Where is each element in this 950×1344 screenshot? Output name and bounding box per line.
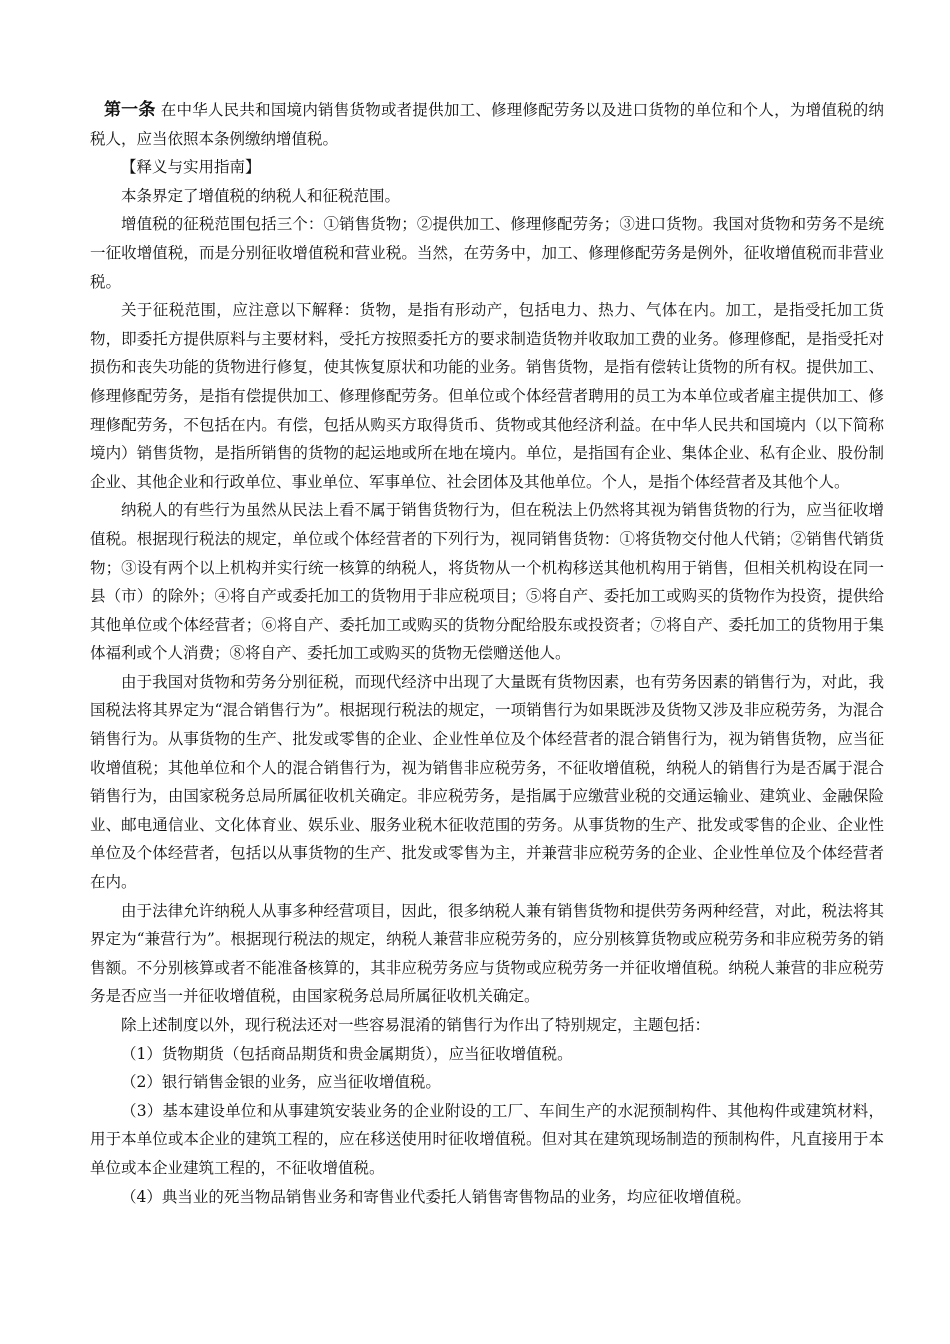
paragraph-special-rules-intro: 除上述制度以外，现行税法还对一些容易混淆的销售行为作出了特别规定，主题包括：: [121, 1016, 711, 1034]
paragraph-concurrent-operations: 由于法律允许纳税人从事多种经营项目，因此，很多纳税人兼有销售货物和提供劳务两种经营，对此，税法将其界定为“兼营行为”。根据现行税法的规定，纳税人兼营非应税劳务的，应分别核算货物或应税劳务和非应税劳务的销售额。不分别核算或者不能准备核算的，其非应税劳务应与货物或应税劳务一并征收增值税。纳税人兼营的非应税劳务是否应当一并征收增值税，由国家税务总局所属征收机关确定。: [90, 901, 884, 1006]
paragraph-tax-range: 增值税的征税范围包括三个：①销售货物；②提供加工、修理修配劳务；③进口货物。我国对货物和劳务不是统一征收增值税，而是分别征收增值税和营业税。当然，在劳务中，加工、修理修配劳务是例外，征收增值税而非营业税。: [90, 215, 884, 291]
article-paragraph: [90, 96, 884, 153]
paragraph-definitions: 关于征税范围，应注意以下解释：货物，是指有形动产，包括电力、热力、气体在内。加工，是指受托加工货物，即委托方提供原料与主要材料，受托方按照委托方的要求制造货物并收取加工费的业务。修理修配，是指受托对损伤和丧失功能的货物进行修复，使其恢复原状和功能的业务。销售货物，是指有偿转让货物的所有权。提供加工、修理修配劳务，是指有偿提供加工、修理修配劳务。但单位或个体经营者聘用的员工为本单位或者雇主提供加工、修理修配劳务，不包括在内。有偿，包括从购买方取得货币、货物或其他经济利益。在中华人民共和国境内（以下简称境内）销售货物，是指所销售的货物的起运地或所在地在境内。单位，是指国有企业、集体企业、私有企业、股份制企业、其他企业和行政单位、事业单位、军事单位、社会团体及其他单位。个人，是指个体经营者及其他个人。: [90, 301, 884, 491]
list-item-construction-components: （3）基本建设单位和从事建筑安装业务的企业附设的工厂、车间生产的水泥预制构件、其他构件或建筑材料，用于本单位或本企业的建筑工程的，应在移送使用时征收增值税。但对其在建筑现场制造的预制构件，凡直接用于本单位或本企业建筑工程的，不征收增值税。: [90, 1101, 884, 1177]
list-item-futures: （1）货物期货（包括商品期货和贵金属期货），应当征收增值税。: [121, 1044, 573, 1063]
list-item-bank-gold: （2）银行销售金银的业务，应当征收增值税。: [121, 1073, 441, 1092]
paragraph-scope: 本条界定了增值税的纳税人和征税范围。: [121, 186, 401, 205]
paragraph-mixed-sales: 由于我国对货物和劳务分别征税，而现代经济中出现了大量既有货物因素，也有劳务因素的销售行为，对此，我国税法将其界定为“混合销售行为”。根据现行税法的规定，一项销售行为如果既涉及货物又涉及非应税劳务，为混合销售行为。从事货物的生产、批发或零售的企业、企业性单位及个体经营者的混合销售行为，视为销售货物，应当征收增值税；其他单位和个人的混合销售行为，视为销售非应税劳务，不征收增值税，纳税人的销售行为是否属于混合销售行为，由国家税务总局所属征收机关确定。非应税劳务，是指属于应缴营业税的交通运输业、建筑业、金融保险业、邮电通信业、文化体育业、娱乐业、服务业税木征收范围的劳务。从事货物的生产、批发或零售的企业、企业性单位及个体经营者，包括以从事货物的生产、批发或零售为主，并兼营非应税劳务的企业、企业性单位及个体经营者在内。: [90, 672, 884, 892]
paragraph-deemed-sales: 纳税人的有些行为虽然从民法上看不属于销售货物行为，但在税法上仍然将其视为销售货物的行为，应当征收增值税。根据现行税法的规定，单位或个体经营者的下列行为，视同销售货物：①将货物交付他人代销；②销售代销货物；③设有两个以上机构并实行统一核算的纳税人，将货物从一个机构移送其他机构用于销售，但相关机构设在同一县（市）的除外；④将自产或委托加工的货物用于非应税项目；⑤将自产、委托加工或购买的货物作为投资，提供给其他单位或个体经营者；⑥将自产、委托加工或购买的货物分配给股东或投资者；⑦将自产、委托加工的货物用于集体福利或个人消费；⑧将自产、委托加工或购买的货物无偿赠送他人。: [90, 501, 884, 663]
document-page: [90, 96, 884, 1211]
list-item-pawn-consignment: （4）典当业的死当物品销售业务和寄售业代委托人销售寄售物品的业务，均应征收增值税。: [121, 1187, 751, 1206]
section-heading: 【释义与实用指南】: [121, 158, 261, 177]
article-text: 在中华人民共和国境内销售货物或者提供加工、修理修配劳务以及进口货物的单位和个人，为增值税的纳税人，应当依照本条例缴纳增值税。: [90, 101, 884, 148]
article-label: 第一条: [103, 100, 156, 120]
